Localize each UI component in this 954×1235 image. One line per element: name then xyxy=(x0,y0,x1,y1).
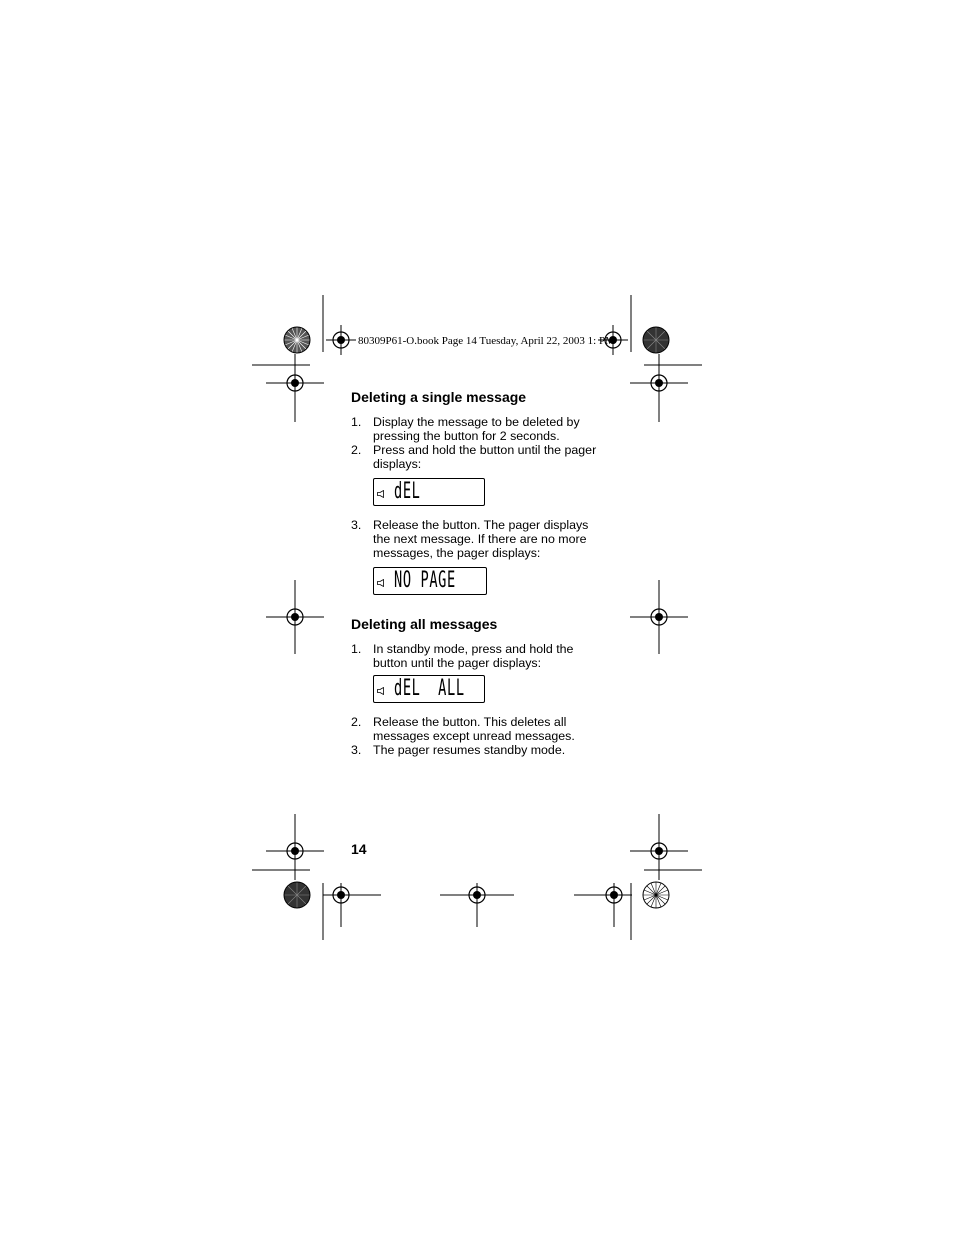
item-number: 1. xyxy=(351,642,362,656)
pager-display xyxy=(373,675,485,703)
item-number: 3. xyxy=(351,518,362,532)
section-heading: Deleting all messages xyxy=(351,616,498,632)
registration-mark-icon xyxy=(326,325,356,355)
item-text: Release the button. The pager displays the next message. If there are no more messages, the pager displays: xyxy=(373,518,589,560)
registration-mark-icon xyxy=(574,883,632,927)
pager-display xyxy=(373,478,485,506)
display-text: dEL xyxy=(394,479,421,504)
page-number: 14 xyxy=(351,841,367,857)
registration-mark-icon xyxy=(630,580,688,654)
item-number: 2. xyxy=(351,443,362,457)
item-number: 3. xyxy=(351,743,362,757)
item-number: 1. xyxy=(351,415,362,429)
registration-mark-icon xyxy=(630,814,688,880)
item-text: Press and hold the button until the pager displays: xyxy=(373,443,597,471)
pager-display xyxy=(373,567,487,595)
color-target-icon xyxy=(283,881,311,909)
registration-mark-icon xyxy=(266,580,324,654)
speaker-icon xyxy=(377,687,385,695)
registration-mark-icon xyxy=(266,354,324,422)
display-text: dEL ALL xyxy=(394,676,465,701)
color-target-icon xyxy=(642,881,670,909)
speaker-icon xyxy=(377,490,385,498)
registration-mark-icon xyxy=(630,354,688,422)
item-text: Display the message to be deleted by pressing the button for 2 seconds. xyxy=(373,415,580,443)
registration-mark-icon xyxy=(440,883,514,927)
speaker-icon xyxy=(377,579,385,587)
display-text: NO PAGE xyxy=(394,568,456,593)
registration-mark-icon xyxy=(266,814,324,880)
book-slug-line: 80309P61-O.book Page 14 Tuesday, April 22, 2003 1: PM xyxy=(358,335,615,347)
item-text: Release the button. This deletes all messages except unread messages. xyxy=(373,715,575,743)
item-text: The pager resumes standby mode. xyxy=(373,743,566,757)
item-text: In standby mode, press and hold the button until the pager displays: xyxy=(373,642,574,670)
color-target-icon xyxy=(642,326,670,354)
color-target-icon xyxy=(283,326,311,354)
section-heading: Deleting a single message xyxy=(351,389,527,405)
item-number: 2. xyxy=(351,715,362,729)
registration-mark-icon xyxy=(323,883,381,927)
